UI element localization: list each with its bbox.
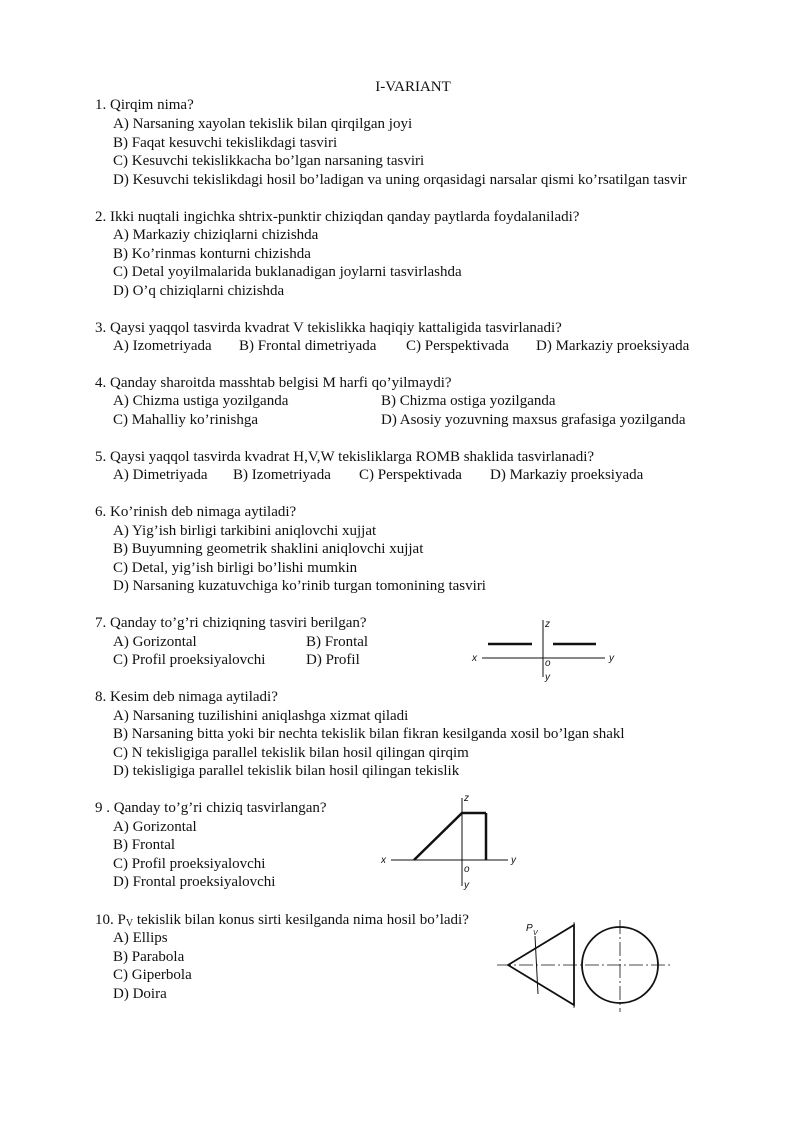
answer-c: C) Kesuvchi tekislikkacha bo’lgan narsaning tasviri <box>113 153 425 169</box>
y-label: y <box>511 855 516 866</box>
answer-c: C) N tekisligiga parallel tekislik bilan hosil qilingan qirqim <box>113 745 469 761</box>
answer-a: A) Narsaning tuzilishini aniqlashga xizmat qiladi <box>113 708 409 724</box>
answer-d: D) O’q chiziqlarni chizishda <box>113 283 285 299</box>
question-body: tekislik bilan konus sirti kesilganda nima hosil bo’ladi? <box>133 912 469 928</box>
line-projection-figure <box>470 615 630 685</box>
z-label: z <box>545 619 550 630</box>
z-label: z <box>464 793 469 804</box>
origin-label: o <box>545 658 551 669</box>
question-text: 7. Qanday to’g’ri chiziqning tasviri berilgan? <box>95 615 367 631</box>
question-text: 6. Ko’rinish deb nimaga aytiladi? <box>95 504 297 520</box>
answer-d: D) Kesuvchi tekislikdagi hosil bo’ladigan va uning orqasidagi narsalar qismi ko’rsatilgan tasvir <box>113 172 687 188</box>
line-projection-figure <box>378 788 528 893</box>
y-label: y <box>609 653 614 664</box>
x-label: x <box>381 855 386 866</box>
answer-d: D) Markaziy proeksiyada <box>490 467 644 483</box>
answer-d: D) Markaziy proeksiyada <box>536 338 690 354</box>
page-title: I-VARIANT <box>375 79 451 95</box>
answer-a: A) Gorizontal <box>113 634 197 650</box>
question-text: 3. Qaysi yaqqol tasvirda kvadrat V tekislikka haqiqiy kattaligida tasvirlanadi? <box>95 320 562 336</box>
answer-d: D) Frontal proeksiyalovchi <box>113 874 276 890</box>
answer-b: B) Frontal <box>306 634 369 650</box>
answer-a: A) Ellips <box>113 930 168 946</box>
y-lower-label: y <box>545 672 550 683</box>
answer-b: B) Ko’rinmas konturni chizishda <box>113 246 311 262</box>
answer-a: A) Izometriyada <box>113 338 212 354</box>
answer-c: C) Profil proeksiyalovchi <box>113 652 266 668</box>
answer-a: A) Yig’ish birligi tarkibini aniqlovchi xujjat <box>113 523 377 539</box>
answer-c: C) Perspektivada <box>359 467 462 483</box>
answer-d: D) Doira <box>113 986 167 1002</box>
answer-c: C) Detal, yig’ish birligi bo’lishi mumkin <box>113 560 358 576</box>
answer-c: C) Perspektivada <box>406 338 509 354</box>
answer-b: B) Frontal dimetriyada <box>239 338 377 354</box>
answer-b: B) Parabola <box>113 949 185 965</box>
answer-c: C) Profil proeksiyalovchi <box>113 856 266 872</box>
frontal-projection-line <box>414 813 486 860</box>
answer-b: B) Izometriyada <box>233 467 331 483</box>
answer-a: A) Dimetriyada <box>113 467 208 483</box>
question-text: 2. Ikki nuqtali ingichka shtrix-punktir chiziqdan qanday paytlarda foydalaniladi? <box>95 209 580 225</box>
answer-a: A) Narsaning xayolan tekislik bilan qirqilgan joyi <box>113 116 413 132</box>
answer-a: A) Chizma ustiga yozilganda <box>113 393 289 409</box>
question-text: 4. Qanday sharoitda masshtab belgisi M harfi qo’yilmaydi? <box>95 375 452 391</box>
question-text: 1. Qirqim nima? <box>95 97 194 113</box>
plane-sub-label: V <box>533 930 538 937</box>
answer-a: A) Markaziy chiziqlarni chizishda <box>113 227 319 243</box>
answer-b: B) Faqat kesuvchi tekislikdagi tasviri <box>113 135 338 151</box>
answer-d: D) Asosiy yozuvning maxsus grafasiga yozilganda <box>381 412 686 428</box>
plane-subscript: V <box>125 918 134 929</box>
answer-c: C) Mahalliy ko’rinishga <box>113 412 258 428</box>
question-number: 10. P <box>95 912 126 928</box>
answer-d: D) Profil <box>306 652 360 668</box>
cone-section-figure <box>495 914 675 1014</box>
x-label: x <box>472 653 477 664</box>
y-lower-label: y <box>464 880 469 891</box>
plane-label: P <box>526 923 533 934</box>
answer-b: B) Narsaning bitta yoki bir nechta tekislik bilan fikran kesilganda xosil bo’lgan shakl <box>113 726 625 742</box>
answer-b: B) Frontal <box>113 837 176 853</box>
origin-label: o <box>464 864 470 875</box>
question-text <box>95 911 469 929</box>
answer-b: B) Chizma ostiga yozilganda <box>381 393 556 409</box>
question-text: 9 . Qanday to’g’ri chiziq tasvirlangan? <box>95 800 327 816</box>
answer-d: D) Narsaning kuzatuvchiga ko’rinib turgan tomonining tasviri <box>113 578 486 594</box>
question-text: 8. Kesim deb nimaga aytiladi? <box>95 689 278 705</box>
answer-d: D) tekisligiga parallel tekislik bilan hosil qilingan tekislik <box>113 763 460 779</box>
question-text: 5. Qaysi yaqqol tasvirda kvadrat H,V,W tekisliklarga ROMB shaklida tasvirlanadi? <box>95 449 595 465</box>
answer-b: B) Buyumning geometrik shaklini aniqlovchi xujjat <box>113 541 424 557</box>
answer-c: C) Giperbola <box>113 967 192 983</box>
answer-c: C) Detal yoyilmalarida buklanadigan joylarni tasvirlashda <box>113 264 462 280</box>
answer-a: A) Gorizontal <box>113 819 197 835</box>
